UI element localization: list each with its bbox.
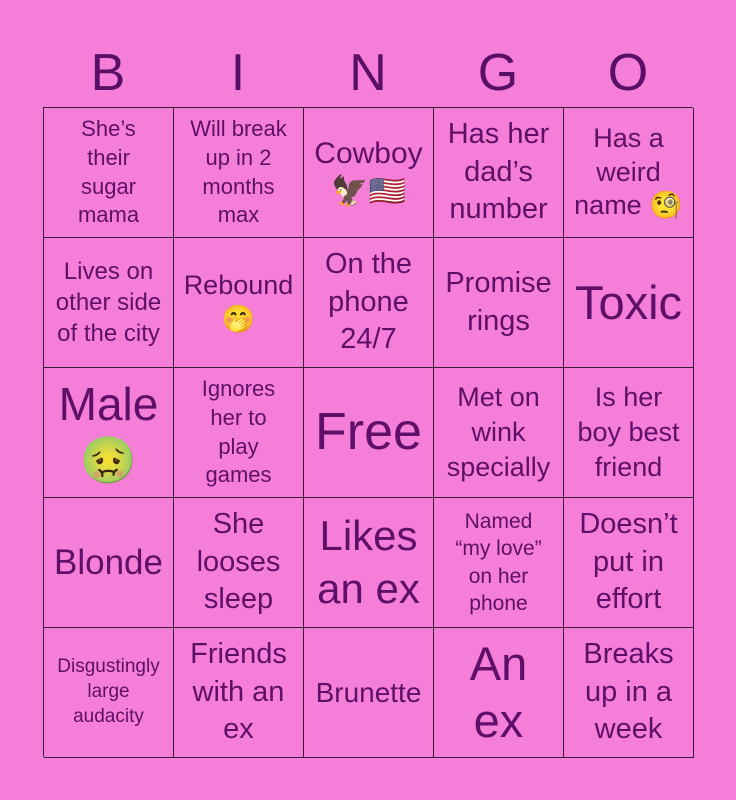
bingo-cell-label: Has her dad’s number xyxy=(447,117,550,226)
bingo-cell-label: Rebound 🤭 xyxy=(183,269,294,334)
bingo-cell-label: Likes an ex xyxy=(317,512,420,612)
bingo-cell-r4c5[interactable] xyxy=(564,498,694,628)
bingo-cell-r2c3[interactable] xyxy=(304,238,434,368)
bingo-cell-label: She looses sleep xyxy=(196,507,281,616)
bingo-cell-r5c5[interactable] xyxy=(564,628,694,758)
bingo-grid xyxy=(43,107,693,757)
bingo-cell-r4c4[interactable] xyxy=(434,498,564,628)
bingo-cell-r2c2[interactable] xyxy=(174,238,304,368)
bingo-cell-r3c5[interactable] xyxy=(564,368,694,498)
bingo-cell-r4c2[interactable] xyxy=(174,498,304,628)
bingo-cell-r1c1[interactable] xyxy=(44,108,174,238)
bingo-cell-r1c2[interactable] xyxy=(174,108,304,238)
bingo-cell-label: Male 🤢 xyxy=(58,378,159,486)
bingo-cell-label: Disgustingly large audacity xyxy=(57,656,160,727)
header-letter-i: I xyxy=(230,44,246,102)
bingo-cell-label: She’s their sugar mama xyxy=(77,116,140,228)
bingo-cell-r2c5[interactable] xyxy=(564,238,694,368)
bingo-cell-r5c3[interactable] xyxy=(304,628,434,758)
bingo-cell-r1c5[interactable] xyxy=(564,108,694,238)
header-letter-n: N xyxy=(349,44,387,102)
bingo-cell-label: Has a weird name 🧐 xyxy=(574,122,683,221)
bingo-cell-label: Will break up in 2 months max xyxy=(190,116,287,228)
bingo-cell-free[interactable] xyxy=(304,368,434,498)
bingo-cell-r1c4[interactable] xyxy=(434,108,564,238)
bingo-cell-r3c4[interactable] xyxy=(434,368,564,498)
bingo-cell-label: On the phone 24/7 xyxy=(324,247,413,356)
bingo-cell-label: Free xyxy=(315,402,422,461)
bingo-cell-r4c1[interactable] xyxy=(44,498,174,628)
bingo-cell-label: Named “my love” on her phone xyxy=(455,509,542,615)
bingo-header xyxy=(43,40,693,106)
bingo-cell-label: Promise rings xyxy=(445,266,552,337)
bingo-cell-r5c2[interactable] xyxy=(174,628,304,758)
bingo-cell-label: Toxic xyxy=(574,275,683,329)
header-letter-g: G xyxy=(477,44,519,102)
bingo-cell-label: Blonde xyxy=(54,542,163,582)
bingo-cell-r3c1[interactable] xyxy=(44,368,174,498)
bingo-cell-label: Is her boy best friend xyxy=(577,381,680,483)
bingo-cell-label: Met on wink specially xyxy=(446,381,551,483)
bingo-cell-r5c1[interactable] xyxy=(44,628,174,758)
bingo-cell-label: Lives on other side of the city xyxy=(55,257,162,348)
bingo-cell-r1c3[interactable] xyxy=(304,108,434,238)
header-letter-o: O xyxy=(607,44,649,102)
bingo-cell-r3c2[interactable] xyxy=(174,368,304,498)
bingo-cell-label: An ex xyxy=(469,637,528,747)
header-letter-b: B xyxy=(90,44,126,102)
bingo-cell-label: Doesn’t put in effort xyxy=(579,507,678,616)
bingo-cell-r2c4[interactable] xyxy=(434,238,564,368)
bingo-cell-r2c1[interactable] xyxy=(44,238,174,368)
bingo-cell-r4c3[interactable] xyxy=(304,498,434,628)
bingo-cell-label: Cowboy 🦅🇺🇸 xyxy=(314,137,423,208)
bingo-cell-r5c4[interactable] xyxy=(434,628,564,758)
bingo-cell-label: Breaks up in a week xyxy=(583,637,674,746)
bingo-cell-label: Friends with an ex xyxy=(190,637,287,746)
bingo-cell-label: Brunette xyxy=(315,676,422,708)
bingo-cell-label: Ignores her to play games xyxy=(201,376,276,488)
